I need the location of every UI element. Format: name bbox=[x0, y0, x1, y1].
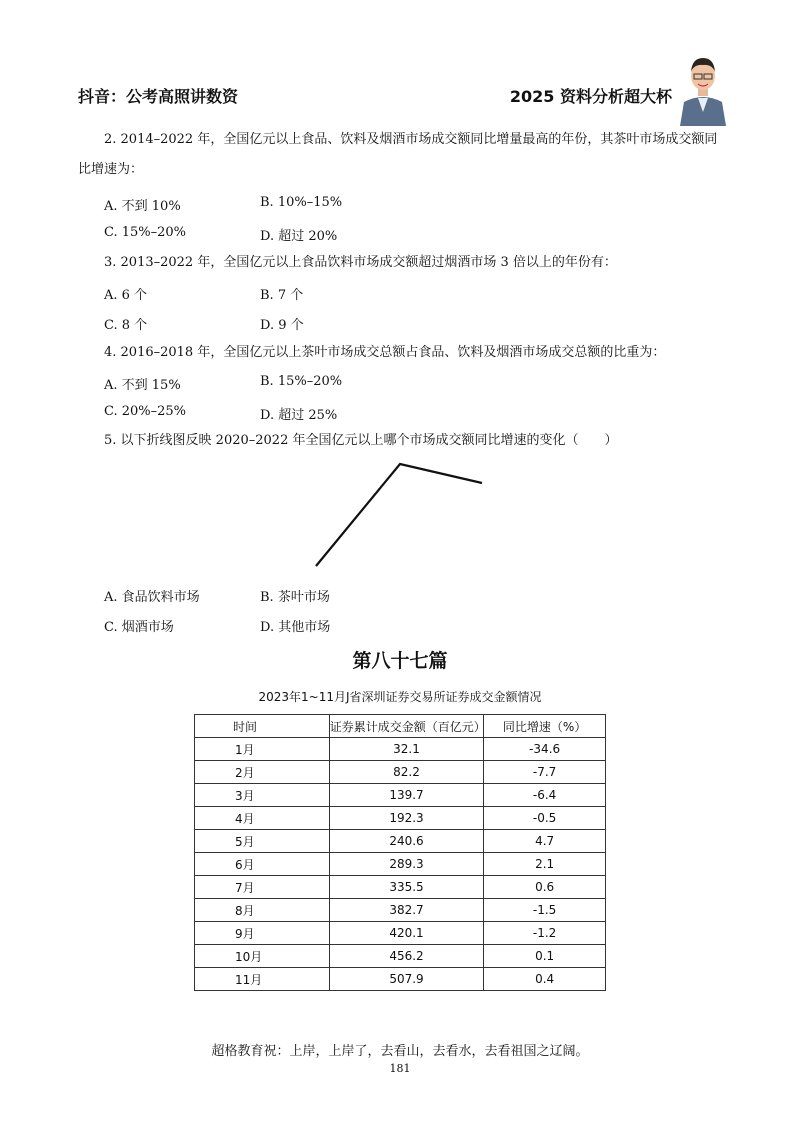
cell-month: 1月 bbox=[195, 738, 330, 761]
cell-amount: 420.1 bbox=[329, 922, 483, 945]
question-2-option-c: C. 15%–20% bbox=[104, 225, 187, 240]
cell-growth: -1.2 bbox=[484, 922, 606, 945]
table-row bbox=[195, 761, 606, 784]
cell-growth: 0.6 bbox=[484, 876, 606, 899]
question-5-option-a: A. 食品饮料市场 bbox=[104, 590, 200, 605]
column-header-growth: 同比增速（%） bbox=[484, 715, 606, 738]
question-2-option-a: A. 不到 10% bbox=[104, 199, 181, 214]
question-4-option-d: D. 超过 25% bbox=[260, 408, 338, 423]
cell-amount: 456.2 bbox=[329, 945, 483, 968]
question-4-option-c: C. 20%–25% bbox=[104, 404, 187, 419]
cell-month: 6月 bbox=[195, 853, 330, 876]
question-2-option-b: B. 10%–15% bbox=[260, 195, 343, 210]
cell-growth: 0.4 bbox=[484, 968, 606, 991]
teacher-photo bbox=[676, 50, 730, 126]
cell-amount: 240.6 bbox=[329, 830, 483, 853]
cell-growth: 0.1 bbox=[484, 945, 606, 968]
question-3-stem: 3. 2013–2022 年，全国亿元以上食品饮料市场成交额超过烟酒市场 3 倍以上的年份有： bbox=[104, 255, 617, 270]
cell-amount: 139.7 bbox=[329, 784, 483, 807]
cell-amount: 335.5 bbox=[329, 876, 483, 899]
cell-amount: 289.3 bbox=[329, 853, 483, 876]
cell-month: 8月 bbox=[195, 899, 330, 922]
table-row bbox=[195, 945, 606, 968]
question-3-option-d: D. 9 个 bbox=[260, 318, 304, 333]
cell-amount: 32.1 bbox=[329, 738, 483, 761]
cell-amount: 192.3 bbox=[329, 807, 483, 830]
table-row bbox=[195, 922, 606, 945]
table-row bbox=[195, 853, 606, 876]
cell-amount: 507.9 bbox=[329, 968, 483, 991]
securities-table bbox=[194, 714, 606, 991]
question-5-stem: 5. 以下折线图反映 2020–2022 年全国亿元以上哪个市场成交额同比增速的变化（ ） bbox=[104, 433, 618, 448]
cell-month: 11月 bbox=[195, 968, 330, 991]
table-row bbox=[195, 830, 606, 853]
question-3-option-c: C. 8 个 bbox=[104, 318, 148, 333]
table-row bbox=[195, 784, 606, 807]
header-left-text: 抖音：公考高照讲数资 bbox=[78, 87, 239, 106]
question-5-option-d: D. 其他市场 bbox=[260, 620, 331, 635]
question-4-option-a: A. 不到 15% bbox=[104, 378, 181, 393]
page-number: 181 bbox=[389, 1062, 411, 1075]
cell-growth: -0.5 bbox=[484, 807, 606, 830]
column-header-time: 时间 bbox=[195, 715, 330, 738]
cell-month: 5月 bbox=[195, 830, 330, 853]
table-header-row bbox=[195, 715, 606, 738]
table-row bbox=[195, 968, 606, 991]
cell-month: 7月 bbox=[195, 876, 330, 899]
cell-amount: 382.7 bbox=[329, 899, 483, 922]
cell-growth: -1.5 bbox=[484, 899, 606, 922]
question-2-option-d: D. 超过 20% bbox=[260, 229, 338, 244]
question-3-option-b: B. 7 个 bbox=[260, 288, 304, 303]
trend-line-figure bbox=[300, 455, 500, 575]
cell-month: 9月 bbox=[195, 922, 330, 945]
cell-month: 4月 bbox=[195, 807, 330, 830]
cell-month: 3月 bbox=[195, 784, 330, 807]
table-row bbox=[195, 899, 606, 922]
cell-amount: 82.2 bbox=[329, 761, 483, 784]
question-3-option-a: A. 6 个 bbox=[104, 288, 148, 303]
cell-growth: -6.4 bbox=[484, 784, 606, 807]
question-4-option-b: B. 15%–20% bbox=[260, 374, 343, 389]
header-right-text: 2025 资料分析超大杯 bbox=[509, 87, 672, 106]
table-row bbox=[195, 876, 606, 899]
cell-growth: -7.7 bbox=[484, 761, 606, 784]
cell-growth: -34.6 bbox=[484, 738, 606, 761]
trend-line bbox=[316, 464, 482, 566]
question-4-stem: 4. 2016–2018 年，全国亿元以上茶叶市场成交总额占食品、饮料及烟酒市场成交总额的比重为： bbox=[104, 345, 666, 360]
cell-growth: 4.7 bbox=[484, 830, 606, 853]
question-5-option-c: C. 烟酒市场 bbox=[104, 620, 174, 635]
footer-slogan: 超格教育祝：上岸，上岸了，去看山，去看水，去看祖国之辽阔。 bbox=[211, 1044, 589, 1059]
question-2-stem: 2. 2014–2022 年，全国亿元以上食品、饮料及烟酒市场成交额同比增量最高的年份，其茶叶市场成交额同比增速为： bbox=[78, 132, 718, 177]
table-row bbox=[195, 807, 606, 830]
cell-month: 2月 bbox=[195, 761, 330, 784]
table-caption: 2023年1~11月J省深圳证券交易所证券成交金额情况 bbox=[258, 690, 542, 704]
column-header-amount: 证券累计成交金额（百亿元） bbox=[329, 715, 483, 738]
cell-growth: 2.1 bbox=[484, 853, 606, 876]
question-5-option-b: B. 茶叶市场 bbox=[260, 590, 330, 605]
table-row bbox=[195, 738, 606, 761]
cell-month: 10月 bbox=[195, 945, 330, 968]
section-title: 第八十七篇 bbox=[352, 650, 448, 672]
